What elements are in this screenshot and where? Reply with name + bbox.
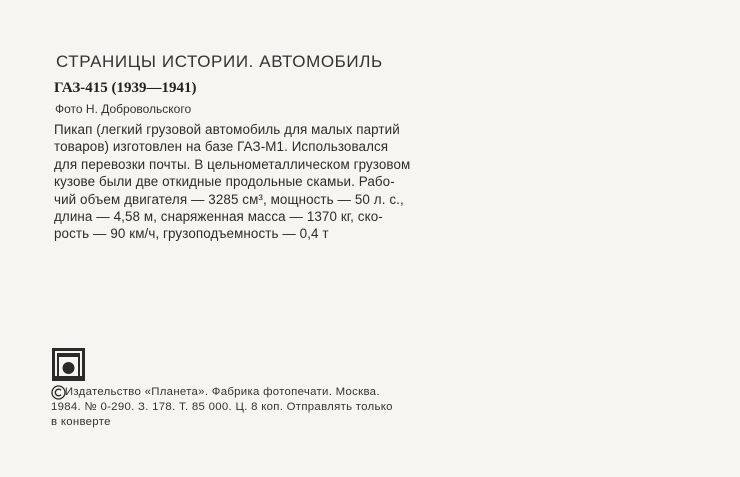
publisher-imprint: [51, 385, 393, 430]
series-title: СТРАНИЦЫ ИСТОРИИ. АВТОМОБИЛЬ: [56, 52, 383, 71]
imprint-line-1: Издательство «Планета». Фабрика фотопечати. Москва.: [51, 386, 380, 398]
description-text: Пикап (легкий грузовой автомобиль для малых партий товаров) изготовлен на базе ГАЗ-М1. Использовался для перевозки почты. В цельнометаллическом грузовом кузове были две откидные продольные скамьи. Рабо- чий объем двигателя — 3285 см³, мощность — 50 л. с., длина — 4,58 м, снаряженная масса — 1370 кг, ско- рость — 90 км/ч, грузоподъемность — 0,4 т: [54, 122, 411, 242]
model-heading: ГАЗ-415 (1939—1941): [54, 80, 197, 96]
photo-credit: Фото Н. Добровольского: [55, 102, 192, 116]
publisher-logo-icon: [52, 348, 85, 381]
imprint-line-3: в конверте: [51, 416, 111, 428]
imprint-line-2: 1984. № 0-290. З. 178. Т. 85 000. Ц. 8 коп. Отправлять только: [51, 401, 393, 413]
